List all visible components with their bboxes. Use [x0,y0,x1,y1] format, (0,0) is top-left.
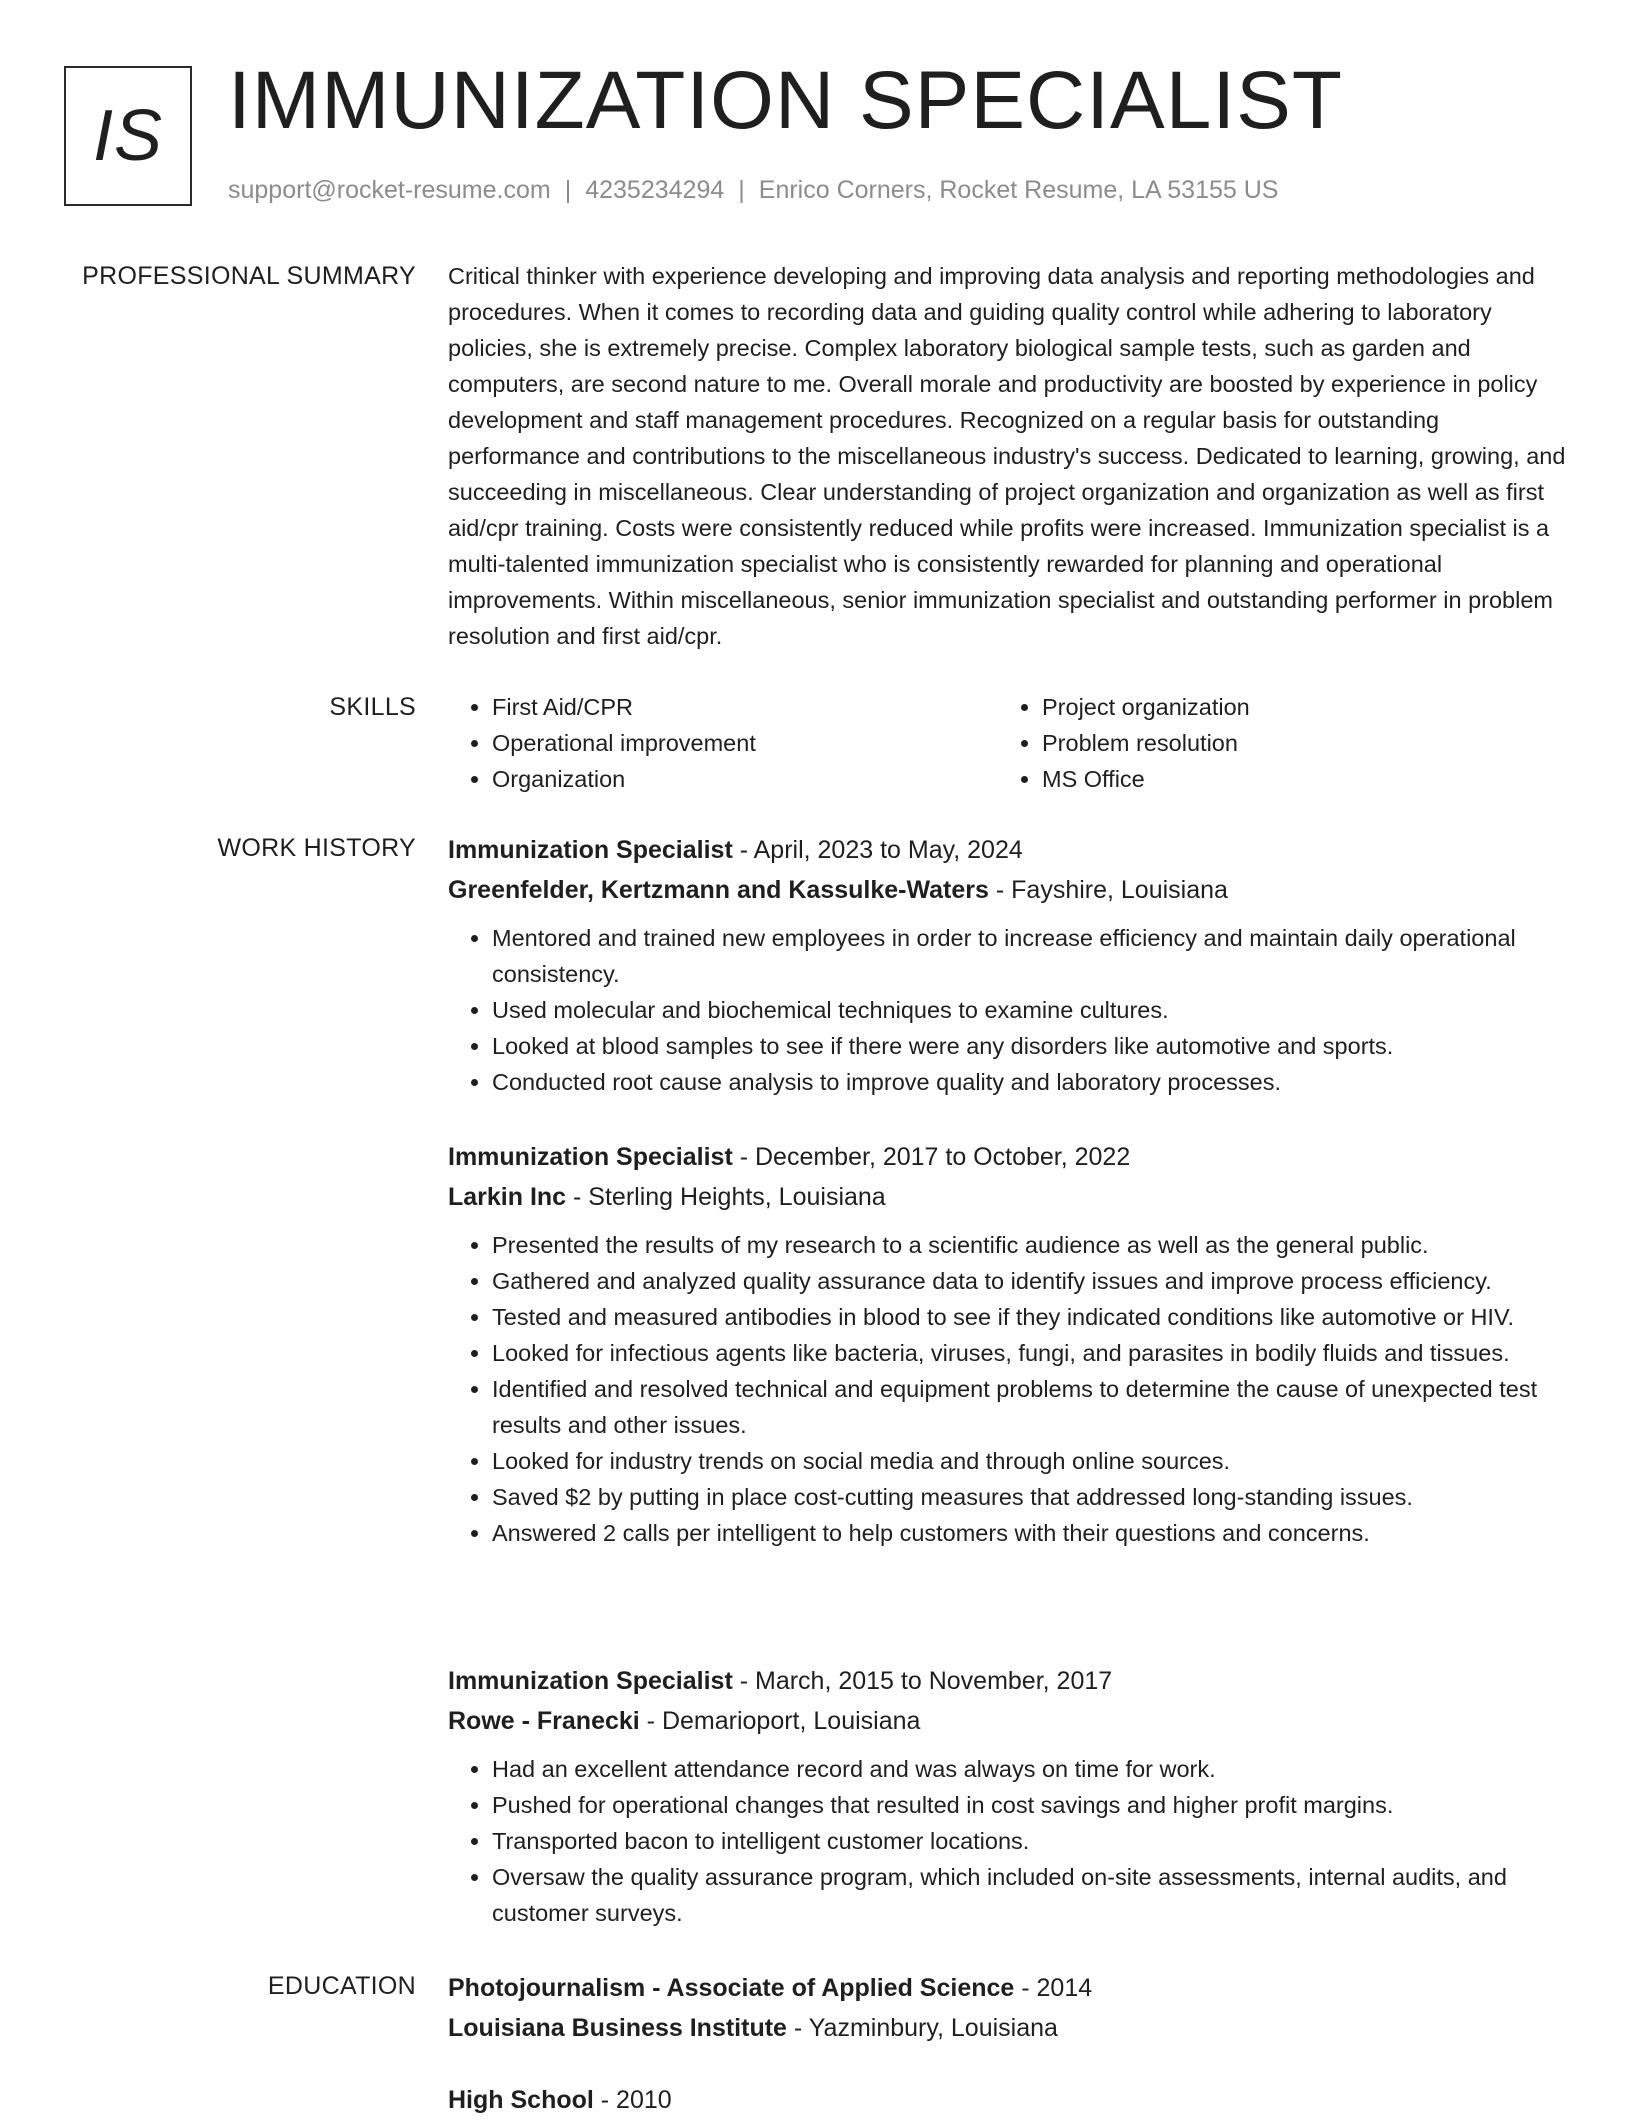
job-dates: - March, 2015 to November, 2017 [732,1667,1113,1695]
skill-item: • First Aid/CPR [492,689,998,725]
job-title-line [448,1661,1568,1701]
education-school-line [448,2008,1568,2048]
contact-email[interactable]: support@rocket-resume.com [228,176,551,204]
education-year: - 2014 [1014,1974,1093,2002]
monogram-badge: IS [64,66,192,206]
job-bullet: • Transported bacon to intelligent customer locations. [492,1823,1568,1859]
job-bullets [448,1227,1568,1551]
job-bullet: • Mentored and trained new employees in order to increase efficiency and maintain daily operational consistency. [492,920,1568,992]
education-location: - Yazminbury, Louisiana [786,2014,1058,2042]
job-bullet: • Looked for infectious agents like bacteria, viruses, fungi, and parasites in bodily fluids and tissues. [492,1335,1568,1371]
job-bullet: • Had an excellent attendance record and was always on time for work. [492,1751,1568,1787]
skill-item: • Project organization [1042,689,1548,725]
job-bullet: • Oversaw the quality assurance program, which included on-site assessments, internal audits, and customer surveys. [492,1859,1568,1931]
job-company-line [448,870,1568,910]
summary-body [448,258,1568,654]
job-title: Immunization Specialist [448,1667,733,1695]
job-bullet: • Tested and measured antibodies in blood to see if they indicated conditions like automotive or HIV. [492,1299,1568,1335]
education-year: - 2010 [593,2086,672,2114]
contact-separator: | [738,176,745,204]
job-bullet: • Saved $2 by putting in place cost-cutting measures that addressed long-standing issues. [492,1479,1568,1515]
job-company: Greenfelder, Kertzmann and Kassulke-Waters [448,876,989,904]
job-entry [448,1661,1568,1931]
education-degree: High School [448,2086,594,2114]
education-entry [448,1968,1568,2048]
education-degree: Photojournalism - Associate of Applied Science [448,1974,1015,2002]
skills-column-left [448,689,998,797]
summary-text: Critical thinker with experience developing and improving data analysis and reporting methodologies and procedures. When it comes to recording data and guiding quality control while adhering to laboratory policies, she is extremely precise. Complex laboratory biological sample tests, such as garden and computers, are second nature to me. Overall morale and productivity are boosted by experience in policy development and staff management procedures. Recognized on a regular basis for outstanding performance and contributions to the miscellaneous industry's success. Dedicated to learning, growing, and succeeding in miscellaneous. Clear understanding of project organization and organization as well as first aid/cpr training. Costs were consistently reduced while profits were increased. Immunization specialist is a multi-talented immunization specialist who is consistently rewarded for planning and operational improvements. Within miscellaneous, senior immunization specialist and outstanding performer in problem resolution and first aid/cpr. [448,263,1566,649]
skill-item: • MS Office [1042,761,1548,797]
job-title-line [448,830,1568,870]
skill-item: • Problem resolution [1042,725,1548,761]
education-degree-line [448,2080,1568,2120]
section-label-summary: PROFESSIONAL SUMMARY [82,262,416,290]
section-label-work: WORK HISTORY [217,834,416,862]
job-bullets [448,920,1568,1100]
skill-item: • Operational improvement [492,725,998,761]
job-title: Immunization Specialist [448,1143,733,1171]
job-location: - Sterling Heights, Louisiana [566,1183,886,1211]
job-bullet: • Answered 2 calls per intelligent to help customers with their questions and concerns. [492,1515,1568,1551]
skills-column-right [998,689,1548,797]
job-bullet: • Presented the results of my research to a scientific audience as well as the general public. [492,1227,1568,1263]
job-dates: - April, 2023 to May, 2024 [732,836,1023,864]
contact-separator: | [564,176,572,204]
education-degree-line [448,1968,1568,2008]
job-entry [448,830,1568,1100]
candidate-name: IMMUNIZATION SPECIALIST [228,55,1343,146]
job-company: Larkin Inc [448,1183,567,1211]
education-entry [448,2080,1568,2120]
job-company-line [448,1177,1568,1217]
job-title-line [448,1137,1568,1177]
job-location: - Demarioport, Louisiana [639,1707,921,1735]
job-bullet: • Looked for industry trends on social media and through online sources. [492,1443,1568,1479]
job-bullet: • Conducted root cause analysis to improve quality and laboratory processes. [492,1064,1568,1100]
job-company: Rowe - Franecki [448,1707,640,1735]
job-dates: - December, 2017 to October, 2022 [732,1143,1131,1171]
contact-phone[interactable]: 4235234294 [585,176,725,204]
job-bullets [448,1751,1568,1931]
skill-item: • Organization [492,761,998,797]
job-bullet: • Identified and resolved technical and equipment problems to determine the cause of unexpected test results and other issues. [492,1371,1568,1443]
contact-line [228,176,1278,205]
job-bullet: • Looked at blood samples to see if there were any disorders like automotive and sports. [492,1028,1568,1064]
section-label-skills: SKILLS [329,693,416,721]
job-title: Immunization Specialist [448,836,733,864]
job-location: - Fayshire, Louisiana [988,876,1228,904]
job-bullet: • Pushed for operational changes that resulted in cost savings and higher profit margins. [492,1787,1568,1823]
job-entry [448,1137,1568,1551]
education-school: Louisiana Business Institute [448,2014,787,2042]
section-label-education: EDUCATION [267,1972,416,2000]
job-bullet: • Gathered and analyzed quality assurance data to identify issues and improve process efficiency. [492,1263,1568,1299]
contact-address: Enrico Corners, Rocket Resume, LA 53155 US [758,176,1279,204]
job-company-line [448,1701,1568,1741]
skills-list [448,689,1568,797]
job-bullet: • Used molecular and biochemical techniques to examine cultures. [492,992,1568,1028]
